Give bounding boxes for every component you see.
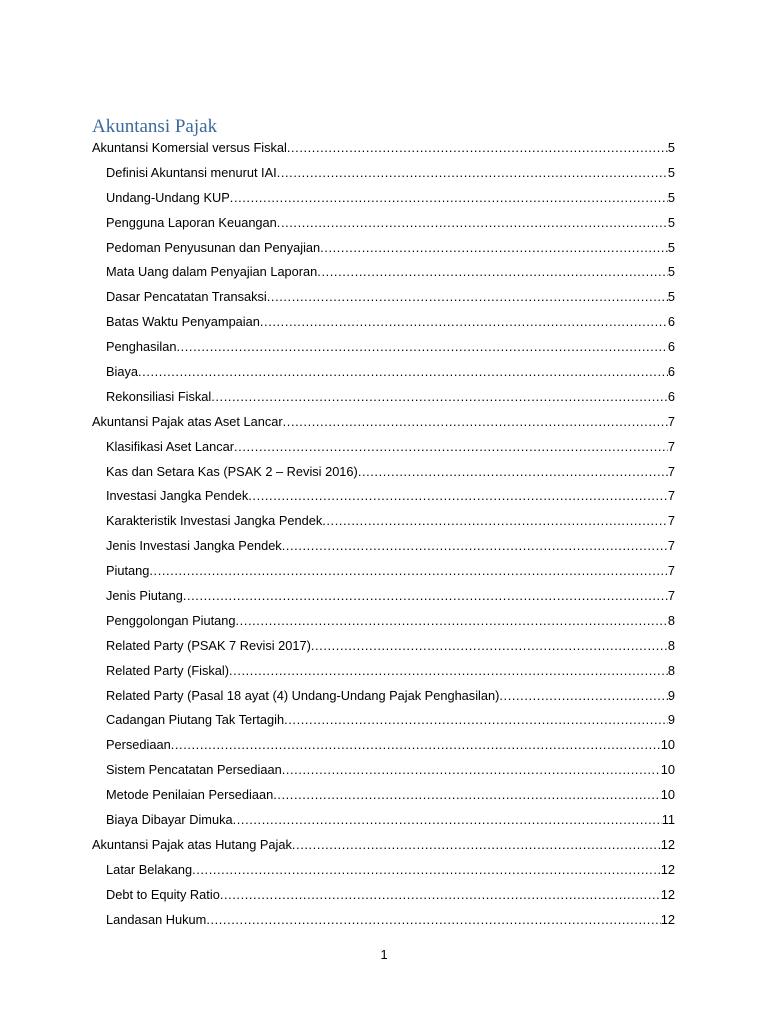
toc-dot-leader [292,833,661,858]
toc-entry[interactable] [92,310,675,335]
toc-entry-label: Karakteristik Investasi Jangka Pendek [106,513,323,529]
toc-entry-label: Undang-Undang KUP [106,189,230,205]
toc-entry[interactable] [92,808,675,833]
toc-dot-leader [211,385,668,410]
toc-entry-label: Jenis Investasi Jangka Pendek [106,538,282,554]
toc-dot-leader [284,708,668,733]
toc-entry-page-number: 9 [667,687,675,703]
toc-entry-label: Debt to Equity Ratio [106,886,220,902]
toc-entry-label: Related Party (Fiskal) [106,662,230,678]
toc-dot-leader [267,285,668,310]
toc-dot-leader [358,460,668,485]
toc-entry-label: Related Party (Pasal 18 ayat (4) Undang-Undang Pajak Penghasilan) [106,687,500,703]
toc-entry-label: Metode Penilaian Persediaan [106,787,274,803]
toc-entry-page-number: 5 [667,239,675,255]
toc-entry-page-number: 8 [667,662,675,678]
toc-entry[interactable] [92,360,675,385]
toc-entry[interactable] [92,236,675,261]
toc-entry[interactable] [92,708,675,733]
toc-dot-leader [183,584,668,609]
toc-entry-label: Cadangan Piutang Tak Tertagih [106,712,285,728]
toc-entry[interactable] [92,659,675,684]
toc-dot-leader [236,609,668,634]
toc-entry-page-number: 7 [667,588,675,604]
toc-entry-page-number: 7 [667,513,675,529]
toc-entry-page-number: 7 [667,463,675,479]
toc-entry-page-number: 6 [667,388,675,404]
toc-entry-page-number: 10 [660,737,675,753]
toc-dot-leader [206,908,660,933]
toc-entry-label: Related Party (PSAK 7 Revisi 2017) [106,637,311,653]
toc-entry-label: Pedoman Penyusunan dan Penyajian [106,239,321,255]
toc-entry-page-number: 11 [661,812,675,828]
toc-entry-label: Piutang [106,563,150,579]
toc-entry-page-number: 5 [667,264,675,280]
toc-entry[interactable] [92,883,675,908]
toc-entry-label: Latar Belakang [106,861,193,877]
toc-entry-label: Mata Uang dalam Penyajian Laporan [106,264,318,280]
toc-entry[interactable] [92,484,675,509]
toc-entry-page-number: 5 [667,289,675,305]
toc-dot-leader [277,211,668,236]
toc-entry-label: Persediaan [106,737,171,753]
toc-entry-page-number: 7 [667,413,675,429]
toc-entry[interactable] [92,908,675,933]
toc-entry-label: Definisi Akuntansi menurut IAI [106,164,277,180]
toc-entry-label: Dasar Pencatatan Transaksi [106,289,267,305]
toc-entry-label: Kas dan Setara Kas (PSAK 2 – Revisi 2016) [106,463,358,479]
toc-entry[interactable] [92,211,675,236]
toc-entry[interactable] [92,186,675,211]
toc-dot-leader [277,161,668,186]
toc-entry[interactable] [92,833,675,858]
toc-entry-label: Rekonsiliasi Fiskal [106,388,212,404]
toc-dot-leader [171,733,661,758]
toc-entry-page-number: 5 [667,140,675,155]
toc-dot-leader [273,783,661,808]
toc-entry-page-number: 6 [667,314,675,330]
toc-entry[interactable] [92,260,675,285]
page-number: 1 [380,947,388,962]
toc-entry[interactable] [92,285,675,310]
toc-entry-label: Penghasilan [106,339,177,355]
toc-entry-label: Biaya Dibayar Dimuka [106,812,233,828]
toc-entry-page-number: 7 [667,563,675,579]
toc-entry[interactable] [92,634,675,659]
toc-entry[interactable] [92,161,675,186]
toc-entry[interactable] [92,385,675,410]
toc-entry[interactable] [92,858,675,883]
toc-dot-leader [311,634,668,659]
toc-entry-page-number: 7 [667,438,675,454]
toc-entry-label: Biaya [106,364,139,380]
toc-dot-leader [322,509,668,534]
toc-dot-leader [282,534,668,559]
toc-entry-label: Jenis Piutang [106,588,183,604]
toc-entry-page-number: 8 [667,637,675,653]
toc-dot-leader [499,684,667,709]
toc-entry-label: Pengguna Laporan Keuangan [106,214,277,230]
toc-entry-page-number: 12 [660,886,675,902]
toc-entry-page-number: 9 [667,712,675,728]
toc-entry-page-number: 5 [667,214,675,230]
toc-dot-leader [233,808,662,833]
toc-dot-leader [248,484,668,509]
toc-dot-leader [192,858,661,883]
toc-entry-label: Penggolongan Piutang [106,612,236,628]
toc-dot-leader [220,883,661,908]
toc-entry-label: Akuntansi Pajak atas Hutang Pajak [92,836,292,852]
toc-dot-leader [283,410,668,435]
toc-entry[interactable] [92,733,675,758]
toc-entry[interactable] [92,609,675,634]
toc-entry[interactable] [92,684,675,709]
toc-entry[interactable] [92,584,675,609]
toc-entry[interactable] [92,435,675,460]
toc-entry-page-number: 8 [667,612,675,628]
toc-entry[interactable] [92,460,675,485]
toc-entry-label: Klasifikasi Aset Lancar [106,438,235,454]
toc-entry-label: Sistem Pencatatan Persediaan [106,762,282,778]
toc-dot-leader [260,310,668,335]
toc-entry-label: Batas Waktu Penyampaian [106,314,260,330]
toc-entry[interactable] [92,410,675,435]
toc-entry[interactable] [92,534,675,559]
toc-title: Akuntansi Pajak [92,116,218,137]
toc-entry-page-number: 7 [667,538,675,554]
toc-entry-page-number: 10 [660,787,675,803]
toc-entry-page-number: 5 [667,189,675,205]
toc-entry-page-number: 6 [667,339,675,355]
table-of-contents [92,136,675,933]
toc-dot-leader [230,186,668,211]
toc-dot-leader [317,260,668,285]
toc-dot-leader [320,236,668,261]
toc-dot-leader [287,136,668,161]
toc-dot-leader [176,335,667,360]
toc-entry[interactable] [92,136,675,161]
toc-dot-leader [282,758,661,783]
toc-dot-leader [149,559,667,584]
toc-entry[interactable] [92,335,675,360]
toc-entry[interactable] [92,509,675,534]
toc-entry-page-number: 6 [667,364,675,380]
toc-entry-page-number: 12 [660,911,675,927]
toc-entry-label: Akuntansi Komersial versus Fiskal [92,140,287,155]
toc-entry-page-number: 12 [660,836,675,852]
toc-entry-page-number: 10 [660,762,675,778]
toc-dot-leader [234,435,668,460]
toc-entry[interactable] [92,559,675,584]
toc-entry-label: Akuntansi Pajak atas Aset Lancar [92,413,283,429]
toc-entry-page-number: 5 [667,164,675,180]
toc-entry[interactable] [92,783,675,808]
toc-entry[interactable] [92,758,675,783]
toc-entry-page-number: 12 [660,861,675,877]
toc-dot-leader [138,360,668,385]
toc-entry-label: Investasi Jangka Pendek [106,488,249,504]
toc-entry-page-number: 7 [667,488,675,504]
toc-dot-leader [229,659,668,684]
toc-entry-label: Landasan Hukum [106,911,207,927]
